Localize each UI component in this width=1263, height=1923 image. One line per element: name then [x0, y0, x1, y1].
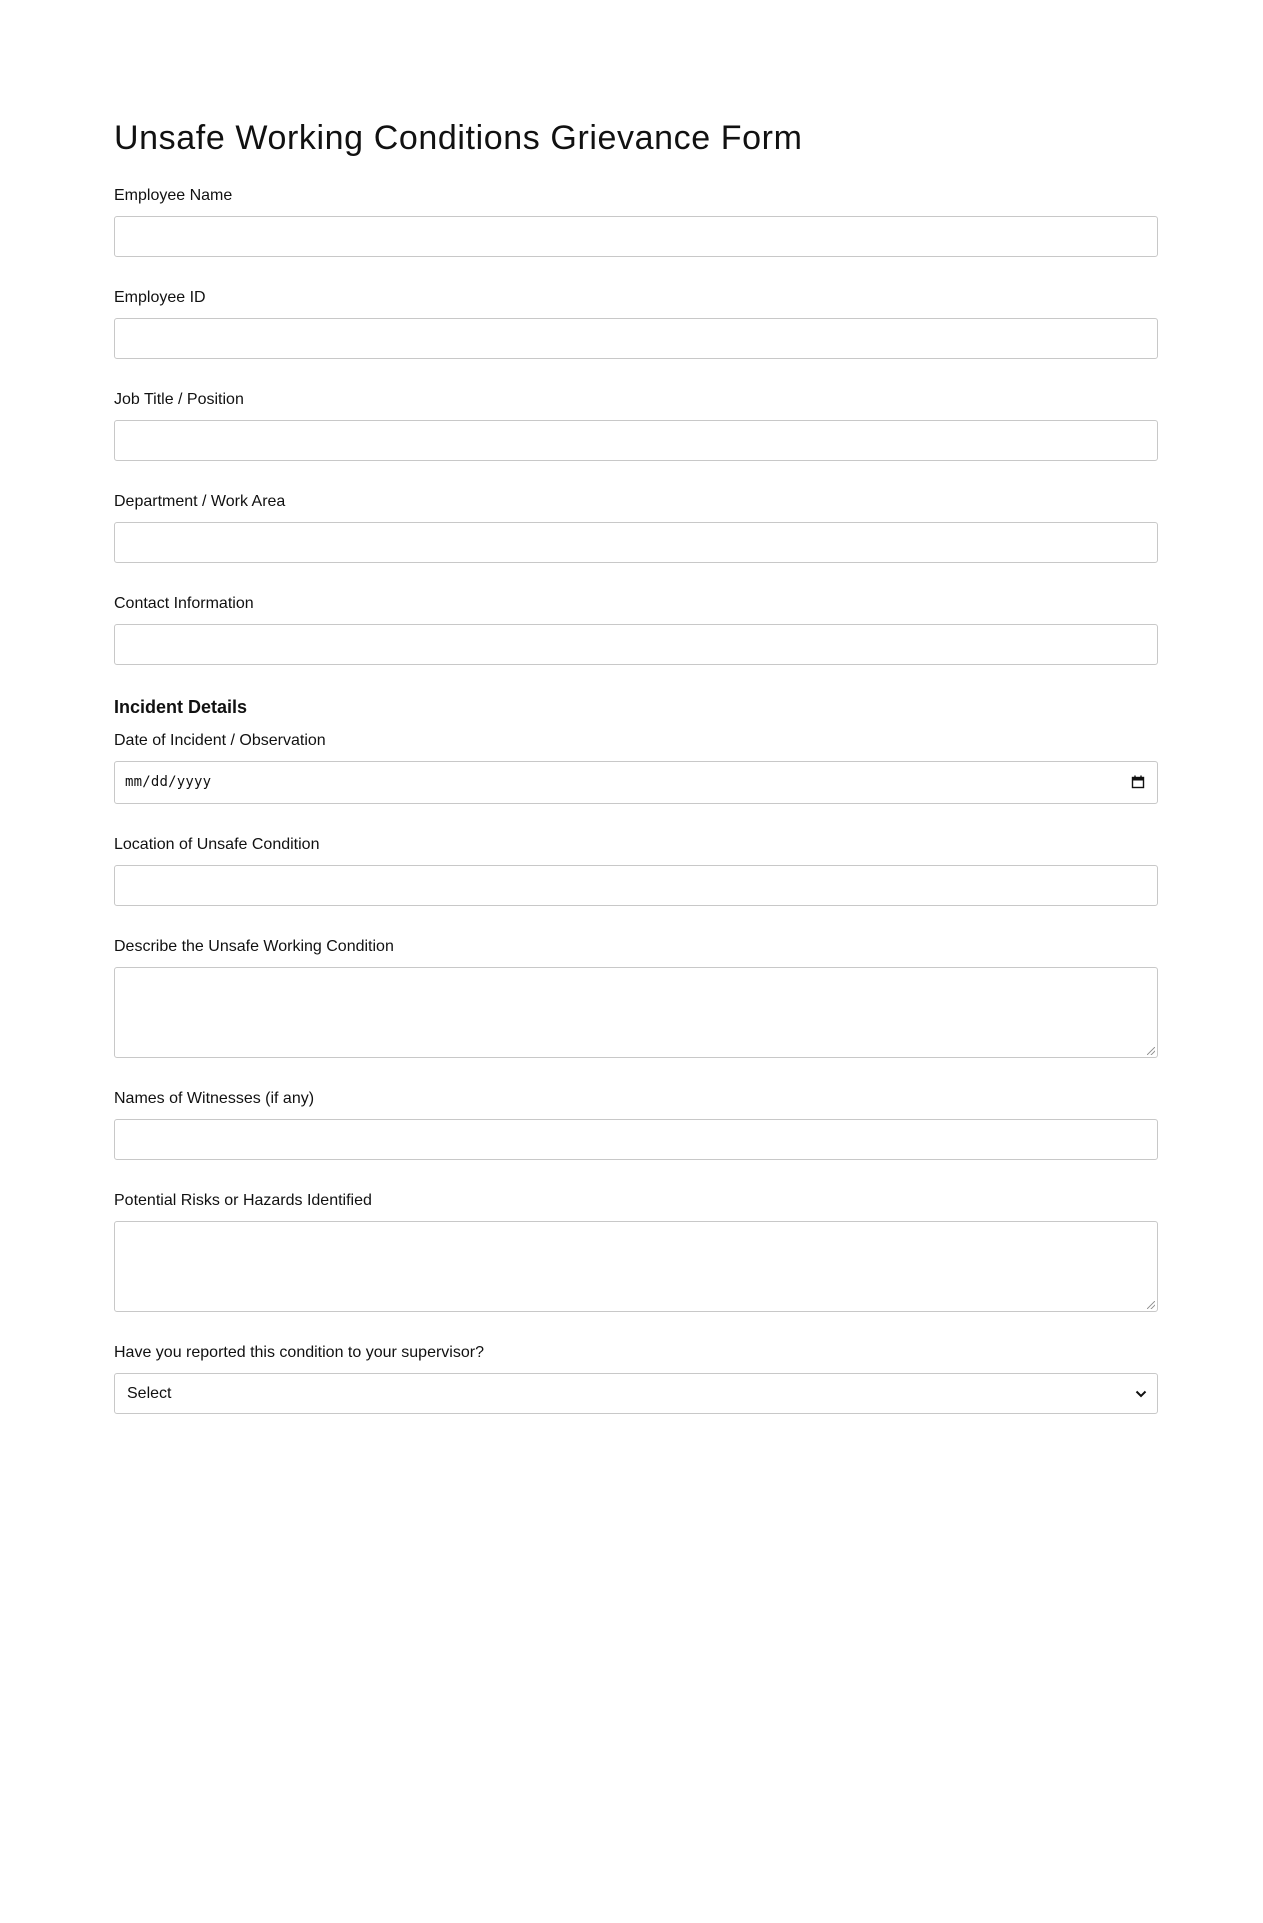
department-input[interactable] [114, 522, 1158, 563]
location-field [114, 835, 1158, 906]
location-label: Location of Unsafe Condition [114, 836, 320, 853]
resize-grip-icon[interactable] [1147, 1301, 1155, 1309]
witnesses-label: Names of Witnesses (if any) [114, 1090, 315, 1107]
employee-name-input[interactable] [114, 216, 1158, 257]
contact-field [114, 594, 1158, 665]
reported-select[interactable] [114, 1373, 1158, 1414]
reported-select-value: Select [127, 1385, 172, 1402]
grievance-form [114, 0, 1158, 1414]
job-title-input[interactable] [114, 420, 1158, 461]
risks-field [114, 1191, 1158, 1312]
reported-field [114, 1343, 1158, 1414]
description-label: Describe the Unsafe Working Condition [114, 938, 394, 955]
employee-name-label: Employee Name [114, 187, 233, 204]
risks-label: Potential Risks or Hazards Identified [114, 1192, 372, 1209]
employee-id-input[interactable] [114, 318, 1158, 359]
department-label: Department / Work Area [114, 493, 286, 510]
resize-grip-icon[interactable] [1147, 1047, 1155, 1055]
employee-id-field [114, 288, 1158, 359]
employee-name-field [114, 186, 1158, 257]
employee-id-label: Employee ID [114, 289, 206, 306]
description-field [114, 937, 1158, 1058]
description-textarea[interactable] [114, 967, 1158, 1058]
date-placeholder: mm/dd/yyyy [125, 774, 212, 790]
chevron-down-icon [1135, 1389, 1147, 1399]
incident-date-label: Date of Incident / Observation [114, 732, 326, 749]
incident-date-field [114, 731, 1158, 804]
calendar-icon[interactable] [1131, 775, 1145, 789]
department-field [114, 492, 1158, 563]
page-title: Unsafe Working Conditions Grievance Form [114, 119, 803, 157]
contact-input[interactable] [114, 624, 1158, 665]
witnesses-input[interactable] [114, 1119, 1158, 1160]
incident-details-heading: Incident Details [114, 697, 248, 717]
job-title-label: Job Title / Position [114, 391, 244, 408]
witnesses-field [114, 1089, 1158, 1160]
job-title-field [114, 390, 1158, 461]
reported-label: Have you reported this condition to your supervisor? [114, 1344, 484, 1361]
contact-label: Contact Information [114, 595, 254, 612]
risks-textarea[interactable] [114, 1221, 1158, 1312]
location-input[interactable] [114, 865, 1158, 906]
incident-date-input[interactable] [114, 761, 1158, 804]
